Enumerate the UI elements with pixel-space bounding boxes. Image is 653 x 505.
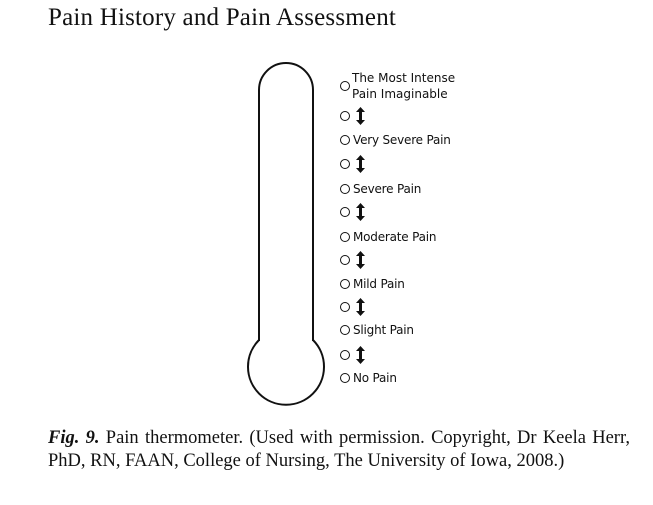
scale-row-between-5 (340, 298, 365, 316)
circle-radio-icon (340, 350, 350, 360)
figure-caption-text: Pain thermometer. (Used with permission. Copyright, Dr Keela Herr, PhD, RN, FAAN, College of Nursing, The University of Iowa, 2008.) (48, 428, 631, 471)
circle-radio-icon (340, 81, 350, 91)
scale-row-between-1 (340, 107, 365, 125)
label-very-severe: Very Severe Pain (353, 133, 451, 147)
double-arrow-icon (356, 251, 365, 269)
double-arrow-icon (356, 203, 365, 221)
scale-row-between-2 (340, 155, 365, 173)
circle-radio-icon (340, 373, 350, 383)
circle-radio-icon (340, 159, 350, 169)
thermometer-tube (259, 63, 313, 345)
scale-row-severe (340, 182, 421, 196)
double-arrow-icon (356, 346, 365, 364)
circle-radio-icon (340, 184, 350, 194)
circle-radio-icon (340, 232, 350, 242)
scale-row-mild (340, 277, 405, 291)
label-severe: Severe Pain (353, 182, 422, 196)
label-mild: Mild Pain (353, 277, 405, 291)
label-most-intense-line1: The Most Intense (352, 71, 456, 85)
scale-row-between-6 (340, 346, 365, 364)
label-slight: Slight Pain (353, 323, 414, 337)
double-arrow-icon (356, 107, 365, 125)
figure-label: Fig. 9. (48, 428, 100, 448)
label-no-pain: No Pain (353, 371, 397, 385)
scale-row-between-3 (340, 203, 365, 221)
double-arrow-icon (356, 298, 365, 316)
circle-radio-icon (340, 255, 350, 265)
scale-row-no-pain (340, 371, 397, 385)
scale-row-between-4 (340, 251, 365, 269)
label-most-intense-line2: Pain Imaginable (352, 87, 448, 101)
circle-radio-icon (340, 279, 350, 289)
scale-row-slight (340, 323, 414, 337)
circle-radio-icon (340, 207, 350, 217)
double-arrow-icon (356, 155, 365, 173)
circle-radio-icon (340, 111, 350, 121)
circle-radio-icon (340, 325, 350, 335)
scale-row-moderate (340, 230, 436, 244)
label-moderate: Moderate Pain (353, 230, 437, 244)
scale-row-most-intense (340, 70, 455, 102)
thermometer-bulb (248, 340, 324, 405)
page-heading: Pain History and Pain Assessment (48, 4, 397, 31)
circle-radio-icon (340, 135, 350, 145)
figure-caption (48, 427, 630, 473)
circle-radio-icon (340, 302, 350, 312)
scale-row-very-severe (340, 133, 451, 147)
